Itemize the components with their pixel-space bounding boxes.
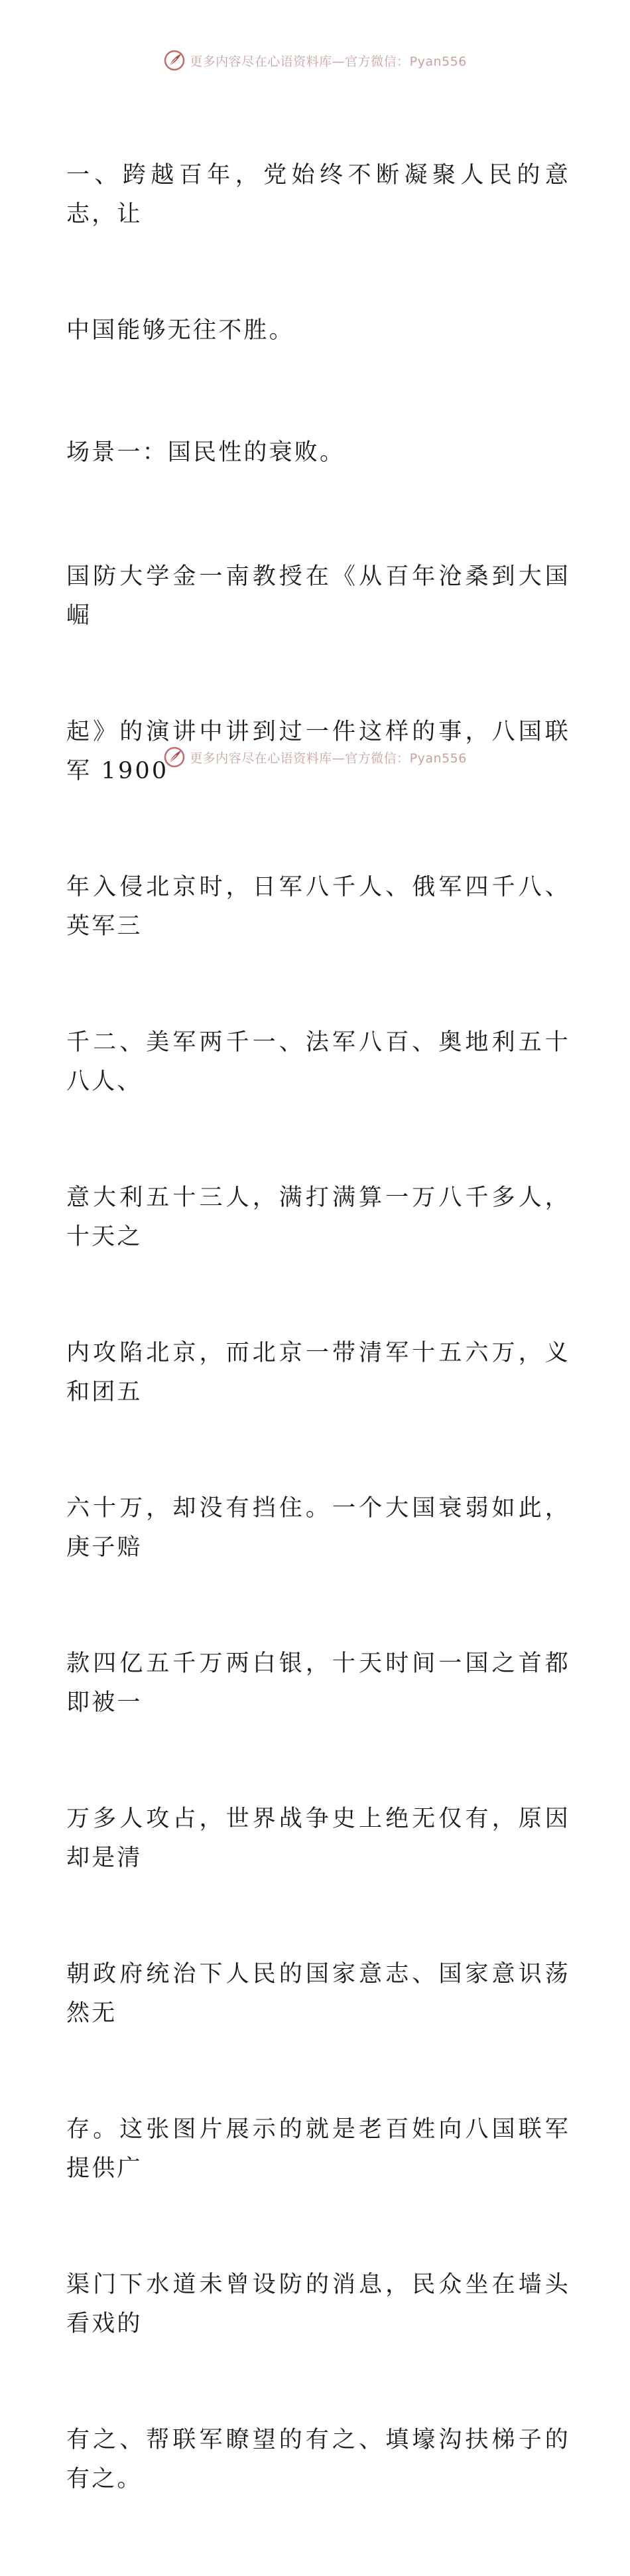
- heading-line: 中国能够无往不胜。: [66, 317, 294, 344]
- body-line: 朝政府统治下人民的国家意志、国家意识荡然无: [66, 1961, 570, 2027]
- feather-quill-icon: [163, 746, 186, 768]
- body-paragraph: [66, 480, 570, 2576]
- watermark-text: 更多内容尽在心语资料库—官方微信：Pyan556: [190, 751, 467, 766]
- heading-line: 一、跨越百年，党始终不断凝聚人民的意志，让: [66, 162, 570, 228]
- body-line: 内攻陷北京，而北京一带清军十五六万，义和团五: [66, 1340, 570, 1405]
- watermark-text: 更多内容尽在心语资料库—官方微信：Pyan556: [190, 54, 467, 69]
- body-line: 有之、帮联军瞭望的有之、填壕沟扶梯子的有之。: [66, 2427, 570, 2492]
- body-line: 国防大学金一南教授在《从百年沧桑到大国崛: [66, 563, 570, 629]
- body-line: 万多人攻占，世界战争史上绝无仅有，原因却是清: [66, 1806, 570, 1871]
- watermark-footer: [0, 746, 630, 768]
- watermark-header: [0, 49, 630, 72]
- body-line: 六十万，却没有挡住。一个大国衰弱如此，庚子赔: [66, 1495, 570, 1561]
- feather-quill-icon: [163, 49, 186, 72]
- body-line: 起》的演讲中讲到过一件这样的事，八国联军 1900: [66, 719, 570, 784]
- body-line: 年入侵北京时，日军八千人、俄军四千八、英军三: [66, 874, 570, 940]
- document-body: [66, 78, 570, 2576]
- section-heading: [66, 78, 570, 428]
- body-line: 意大利五十三人，满打满算一万八千多人，十天之: [66, 1184, 570, 1250]
- body-line: 存。这张图片展示的就是老百姓向八国联军提供广: [66, 2116, 570, 2182]
- body-line: 渠门下水道未曾设防的消息，民众坐在墙头看戏的: [66, 2271, 570, 2337]
- body-line: 款四亿五千万两白银，十天时间一国之首都即被一: [66, 1650, 570, 1716]
- scene-title: 场景一：国民性的衰败。: [66, 439, 346, 466]
- body-line: 千二、美军两千一、法军八百、奥地利五十八人、: [66, 1029, 570, 1095]
